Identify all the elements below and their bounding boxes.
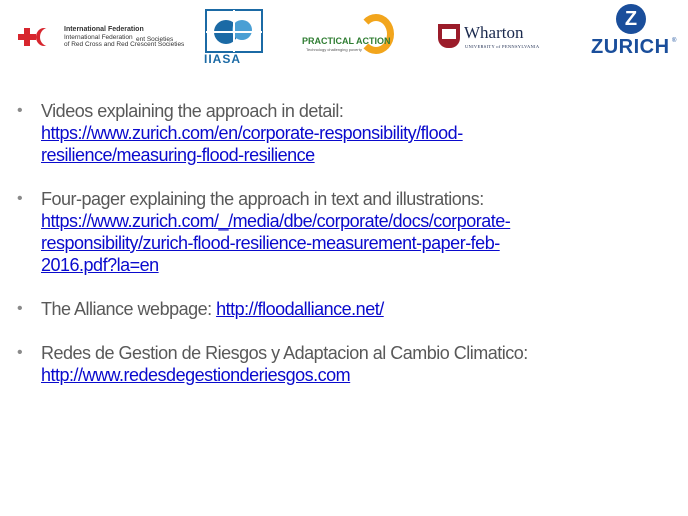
videos-link-line-2[interactable]: resilience/measuring-flood-resilience xyxy=(41,145,315,165)
wharton-logo xyxy=(438,24,546,54)
wharton-name: Wharton xyxy=(464,23,524,42)
bullet-text: Videos explaining the approach in detail: xyxy=(41,101,344,121)
logo-bar xyxy=(0,0,688,80)
four-pager-link-line-1[interactable]: https://www.zurich.com/_/media/dbe/corporate/docs/corporate- xyxy=(41,211,511,231)
practical-action-name: PRACTICAL ACTION xyxy=(302,36,391,46)
bullet-dot: • xyxy=(17,102,23,119)
iiasa-logo xyxy=(204,8,264,66)
practical-action-tagline: Technology challenging poverty xyxy=(306,47,362,52)
bullet-dot: • xyxy=(17,190,23,207)
bullet-text: The Alliance webpage: xyxy=(41,299,212,319)
four-pager-link-line-2[interactable]: responsibility/zurich-flood-resilience-measurement-paper-feb- xyxy=(41,233,500,253)
videos-link-line-1[interactable]: https://www.zurich.com/en/corporate-responsibility/flood- xyxy=(41,123,463,143)
bullet-text: Four-pager explaining the approach in text and illustrations: xyxy=(41,189,484,209)
zurich-z-icon: Z xyxy=(616,4,646,34)
list-item-videos xyxy=(0,100,688,166)
ifrc-overlap-text: ent Societies xyxy=(136,36,174,43)
redes-link[interactable]: http://www.redesdegestionderiesgos.com xyxy=(41,365,351,385)
practical-action-ring-icon xyxy=(358,14,394,54)
list-item-alliance xyxy=(0,298,688,320)
wharton-subtitle: UNIVERSITY of PENNSYLVANIA xyxy=(465,44,540,49)
ifrc-line1: International Federation xyxy=(64,26,144,33)
zurich-registered-mark: ® xyxy=(672,38,677,44)
list-item-four-pager xyxy=(0,188,688,276)
ifrc-logo xyxy=(18,26,188,54)
bullet-dot: • xyxy=(17,344,23,361)
four-pager-link-line-3[interactable]: 2016.pdf?la=en xyxy=(41,255,159,275)
red-cross-icon xyxy=(18,28,36,46)
alliance-link[interactable]: http://floodalliance.net/ xyxy=(216,299,384,319)
penn-shield-icon xyxy=(438,24,460,48)
ifrc-line2: International Federation xyxy=(64,33,133,41)
ifrc-line3: of Red Cross and Red Crescent Societies xyxy=(64,41,185,48)
iiasa-wordmark: IIASA xyxy=(204,52,242,66)
iiasa-emblem-icon xyxy=(204,8,264,54)
list-item-redes xyxy=(0,342,688,386)
bullet-dot: • xyxy=(17,300,23,317)
zurich-wordmark: ZURICH xyxy=(591,36,670,58)
red-crescent-icon xyxy=(40,28,56,46)
resource-list xyxy=(0,100,688,386)
bullet-text: Redes de Gestion de Riesgos y Adaptacion al Cambio Climatico: xyxy=(41,343,528,363)
practical-action-logo xyxy=(302,14,398,64)
zurich-logo xyxy=(588,2,680,64)
